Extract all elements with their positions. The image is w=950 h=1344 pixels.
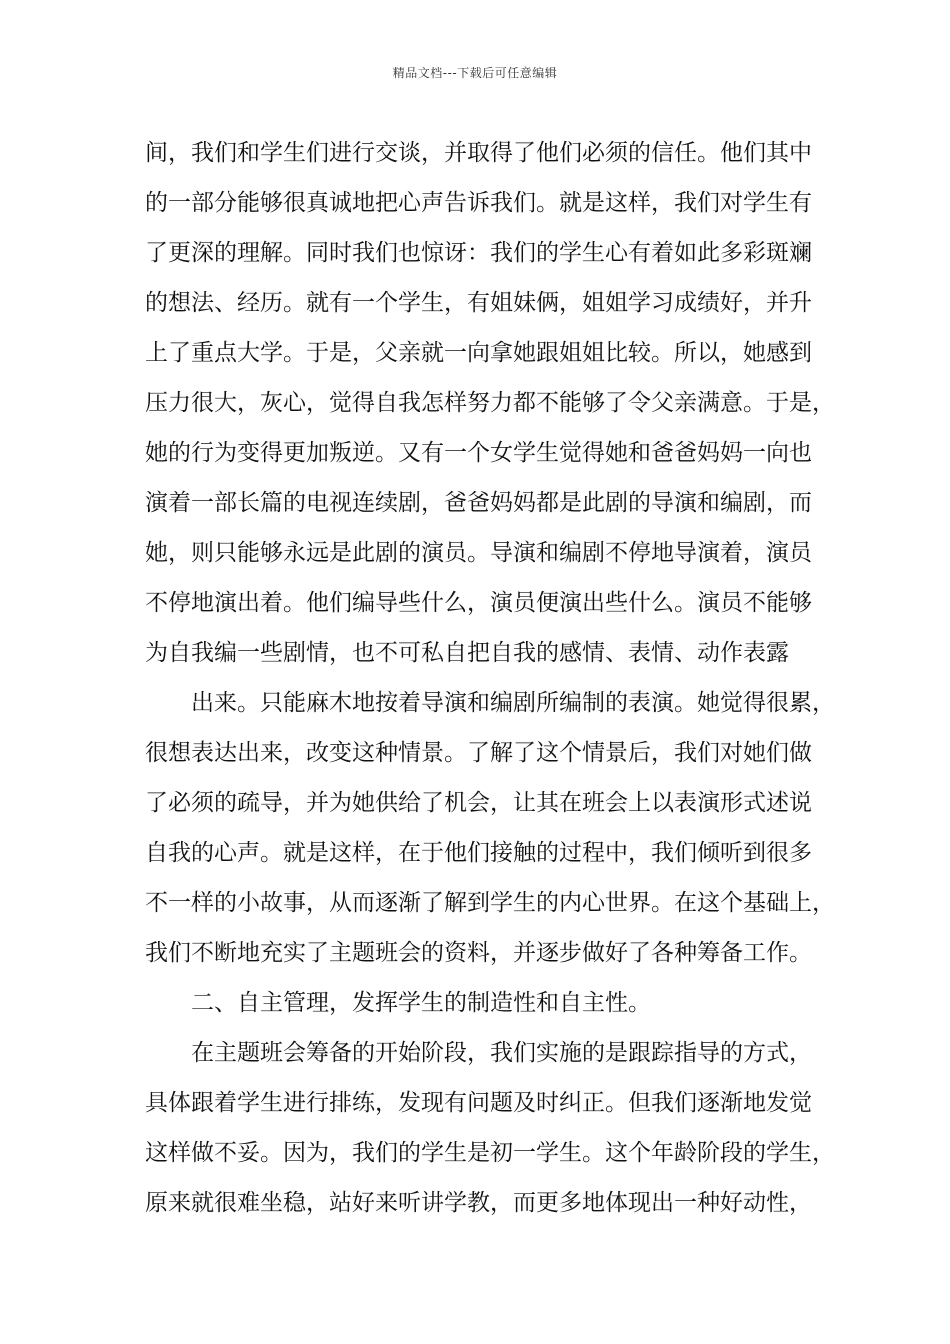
text-line: 具体跟着学生进行排练，发现有问题及时纠正。但我们逐渐地发觉 [145, 1090, 812, 1116]
page-header: 精品文档---下载后可任意编辑 [392, 66, 558, 80]
text-line: 的一部分能够很真诚地把心声告诉我们。就是这样，我们对学生有 [145, 190, 812, 216]
text-line: 了更深的理解。同时我们也惊讶：我们的学生心有着如此多彩斑斓 [145, 240, 812, 266]
text-line: 出来。只能麻木地按着导演和编剧所编制的表演。她觉得很累， [191, 690, 835, 716]
text-line: 很想表达出来，改变这种情景。了解了这个情景后，我们对她们做 [145, 740, 812, 766]
text-line: 她的行为变得更加叛逆。又有一个女学生觉得她和爸爸妈妈一向也 [145, 440, 812, 466]
text-line: 了必须的疏导，并为她供给了机会，让其在班会上以表演形式述说 [145, 790, 812, 816]
text-line: 原来就很难坐稳，站好来听讲学教，而更多地体现出一种好动性， [145, 1190, 812, 1216]
text-line: 这样做不妥。因为，我们的学生是初一学生。这个年龄阶段的学生， [145, 1140, 835, 1166]
text-line: 压力很大，灰心，觉得自我怎样努力都不能够了令父亲满意。于是， [145, 390, 835, 416]
text-line: 演着一部长篇的电视连续剧，爸爸妈妈都是此剧的导演和编剧，而 [145, 490, 812, 516]
text-line: 上了重点大学。于是，父亲就一向拿她跟姐姐比较。所以，她感到 [145, 340, 812, 366]
text-line: 我们不断地充实了主题班会的资料，并逐步做好了各种筹备工作。 [145, 940, 812, 966]
document-body [145, 128, 835, 1228]
text-line: 间，我们和学生们进行交谈，并取得了他们必须的信任。他们其中 [145, 140, 812, 166]
section-heading: 二、自主管理，发挥学生的制造性和自主性。 [191, 990, 651, 1016]
text-line: 不一样的小故事，从而逐渐了解到学生的内心世界。在这个基础上， [145, 890, 835, 916]
text-line: 在主题班会筹备的开始阶段，我们实施的是跟踪指导的方式， [191, 1040, 812, 1066]
text-line: 不停地演出着。他们编导些什么，演员便演出些什么。演员不能够 [145, 590, 812, 616]
text-line: 为自我编一些剧情，也不可私自把自我的感情、表情、动作表露 [145, 640, 789, 666]
text-line: 她，则只能够永远是此剧的演员。导演和编剧不停地导演着，演员 [145, 540, 812, 566]
text-line: 的想法、经历。就有一个学生，有姐妹俩，姐姐学习成绩好，并升 [145, 290, 812, 316]
text-line: 自我的心声。就是这样，在于他们接触的过程中，我们倾听到很多 [145, 840, 812, 866]
